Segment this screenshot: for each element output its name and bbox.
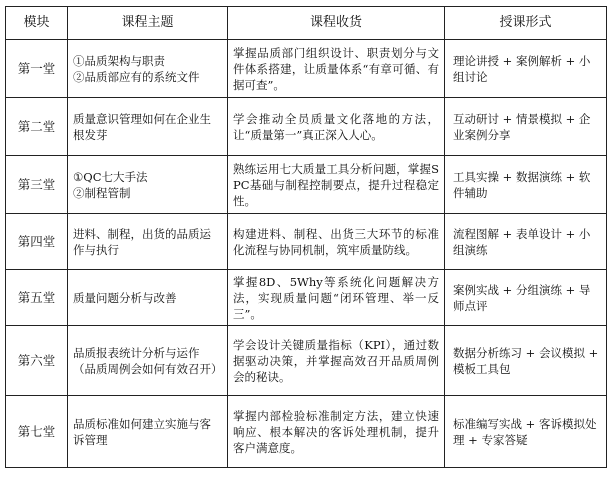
topic-cell xyxy=(68,326,228,396)
header-outcome: 课程收货 xyxy=(228,7,445,40)
format-cell: 互动研讨 + 情景模拟 + 企业案例分享 xyxy=(445,98,607,156)
topic-line: 品质标准如何建立实施与客诉管理 xyxy=(73,416,211,447)
outcome-cell: 学会设计关键质量指标（KPI），通过数据驱动决策，并掌握高效召开品质周例会的秘诀。 xyxy=(228,326,445,396)
table-row xyxy=(6,396,607,468)
table-row xyxy=(6,156,607,214)
module-cell: 第二堂 xyxy=(6,98,68,156)
topic-line: 质量意识管理如何在企业生根发芽 xyxy=(73,111,211,142)
module-cell: 第五堂 xyxy=(6,270,68,326)
table-row xyxy=(6,98,607,156)
format-cell: 数据分析练习 + 会议模拟 + 模板工具包 xyxy=(445,326,607,396)
topic-line: ②品质部应有的系统文件 xyxy=(73,69,200,84)
module-cell: 第一堂 xyxy=(6,40,68,98)
header-topic: 课程主题 xyxy=(68,7,228,40)
header-format: 授课形式 xyxy=(445,7,607,40)
topic-line: ①QC七大手法 xyxy=(73,169,148,184)
table-row xyxy=(6,326,607,396)
outcome-cell: 掌握品质部门组织设计、职责划分与文件体系搭建，让质量体系“有章可循、有据可查”。 xyxy=(228,40,445,98)
topic-cell xyxy=(68,270,228,326)
format-cell: 标准编写实战 + 客诉模拟处理 + 专家答疑 xyxy=(445,396,607,468)
topic-line: ①品质架构与职责 xyxy=(73,53,165,68)
topic-line: ②制程管制 xyxy=(73,185,131,200)
format-cell: 案例实战 + 分组演练 + 导师点评 xyxy=(445,270,607,326)
topic-cell xyxy=(68,98,228,156)
module-cell: 第三堂 xyxy=(6,156,68,214)
topic-cell xyxy=(68,40,228,98)
topic-line: 进料、制程，出货的品质运作与执行 xyxy=(73,226,211,257)
topic-line: 质量问题分析与改善 xyxy=(73,290,177,305)
module-cell: 第六堂 xyxy=(6,326,68,396)
topic-line: 品质报表统计分析与运作（品质周例会如何有效召开） xyxy=(73,345,223,376)
outcome-cell: 学会推动全员质量文化落地的方法，让“质量第一”真正深入人心。 xyxy=(228,98,445,156)
format-cell: 理论讲授 + 案例解析 + 小组讨论 xyxy=(445,40,607,98)
topic-cell xyxy=(68,396,228,468)
format-cell: 流程图解 + 表单设计 + 小组演练 xyxy=(445,214,607,270)
outcome-cell: 熟练运用七大质量工具分析问题，掌握SPC基础与制程控制要点，提升过程稳定性。 xyxy=(228,156,445,214)
format-cell: 工具实操 + 数据演练 + 软件辅助 xyxy=(445,156,607,214)
table-row xyxy=(6,270,607,326)
table-row xyxy=(6,40,607,98)
outcome-cell: 构建进料、制程、出货三大环节的标准化流程与协同机制，筑牢质量防线。 xyxy=(228,214,445,270)
course-table xyxy=(5,6,607,468)
topic-cell xyxy=(68,156,228,214)
header-module: 模块 xyxy=(6,7,68,40)
outcome-cell: 掌握8D、5Why等系统化问题解决方法，实现质量问题“闭环管理、举一反三”。 xyxy=(228,270,445,326)
table-row xyxy=(6,214,607,270)
topic-cell xyxy=(68,214,228,270)
module-cell: 第七堂 xyxy=(6,396,68,468)
header-row xyxy=(6,7,607,40)
outcome-cell: 掌握内部检验标准制定方法，建立快速响应、根本解决的客诉处理机制，提升客户满意度。 xyxy=(228,396,445,468)
module-cell: 第四堂 xyxy=(6,214,68,270)
